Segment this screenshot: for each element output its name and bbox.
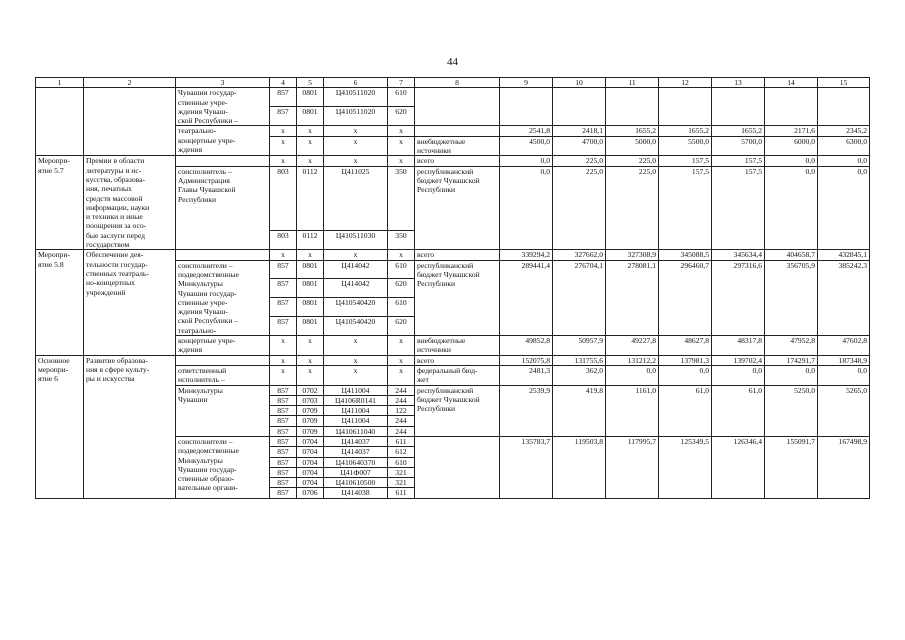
value-cell: 2481,3 xyxy=(500,365,553,385)
code-cell: 857 xyxy=(270,260,297,279)
code-cell: 0706 xyxy=(297,488,324,498)
code-cell: 857 xyxy=(270,436,297,446)
code-cell: Ц410511020 xyxy=(324,88,388,107)
header-cell: 4 xyxy=(270,78,297,88)
code-cell: Ц414042 xyxy=(324,260,388,279)
code-cell: x xyxy=(297,156,324,166)
value-cell xyxy=(553,88,606,126)
value-cell: 356705,9 xyxy=(765,260,818,335)
code-cell: Ц411025 xyxy=(324,166,388,231)
table-cell: республиканский бюджет Чувашской Республики xyxy=(415,166,500,250)
table-row xyxy=(36,88,870,107)
value-cell: 61,0 xyxy=(712,385,765,436)
value-cell: 47952,8 xyxy=(765,336,818,356)
value-cell: 126346,4 xyxy=(712,436,765,498)
code-cell: 857 xyxy=(270,395,297,405)
value-cell: 6000,0 xyxy=(765,136,818,156)
value-cell: 131755,6 xyxy=(553,355,606,365)
code-cell: 857 xyxy=(270,385,297,395)
table-cell: республиканский бюджет Чувашской Республики xyxy=(415,260,500,335)
table-cell: театрально- концертные учре- ждения xyxy=(176,126,270,156)
code-cell: Ц414038 xyxy=(324,488,388,498)
code-cell: Ц411004 xyxy=(324,416,388,426)
code-cell: 350 xyxy=(388,231,415,250)
table-cell: Обеспечение дея- тельности государ- ственных театраль- но-концертных учреждений xyxy=(84,250,176,355)
code-cell: x xyxy=(324,336,388,356)
table-cell: республиканский бюджет Чувашской Республики xyxy=(415,385,500,436)
value-cell: 119503,8 xyxy=(553,436,606,498)
code-cell: 857 xyxy=(270,447,297,457)
header-cell: 13 xyxy=(712,78,765,88)
value-cell: 296460,7 xyxy=(659,260,712,335)
code-cell: 612 xyxy=(388,447,415,457)
table-cell xyxy=(415,436,500,498)
value-cell: 5000,0 xyxy=(606,136,659,156)
code-cell: 857 xyxy=(270,467,297,477)
table-cell: внебюджетные источники xyxy=(415,136,500,156)
value-cell: 157,5 xyxy=(659,166,712,250)
value-cell: 2541,8 xyxy=(500,126,553,136)
code-cell: 620 xyxy=(388,317,415,336)
code-cell: x xyxy=(388,365,415,385)
value-cell: 345088,5 xyxy=(659,250,712,260)
code-cell: Ц411004 xyxy=(324,385,388,395)
code-cell: Ц411004 xyxy=(324,406,388,416)
header-cell: 6 xyxy=(324,78,388,88)
code-cell: Ц414037 xyxy=(324,447,388,457)
code-cell: x xyxy=(297,126,324,136)
code-cell: x xyxy=(270,156,297,166)
value-cell: 5500,0 xyxy=(659,136,712,156)
code-cell: 244 xyxy=(388,395,415,405)
value-cell xyxy=(818,88,870,126)
table-cell: соисполнители – подведомственные Минкультуры Чувашии государ- ственные образо- вательные органи- xyxy=(176,436,270,498)
value-cell: 174291,7 xyxy=(765,355,818,365)
value-cell: 157,5 xyxy=(712,156,765,166)
value-cell: 49227,8 xyxy=(606,336,659,356)
table-cell xyxy=(415,88,500,126)
value-cell: 0,0 xyxy=(818,365,870,385)
code-cell: x xyxy=(270,126,297,136)
code-cell: x xyxy=(270,336,297,356)
value-cell: 125349,5 xyxy=(659,436,712,498)
code-cell: 0704 xyxy=(297,447,324,457)
value-cell: 404658,7 xyxy=(765,250,818,260)
header-cell: 14 xyxy=(765,78,818,88)
code-cell: Ц414042 xyxy=(324,279,388,298)
header-cell: 3 xyxy=(176,78,270,88)
code-cell: 857 xyxy=(270,488,297,498)
value-cell: 0,0 xyxy=(818,166,870,250)
code-cell: 0704 xyxy=(297,467,324,477)
code-cell: Ц4106R0141 xyxy=(324,395,388,405)
code-cell: 0703 xyxy=(297,395,324,405)
table-cell xyxy=(176,156,270,166)
table-cell: Меропри- ятие 5.7 xyxy=(36,156,84,250)
code-cell: 610 xyxy=(388,88,415,107)
code-cell: 0801 xyxy=(297,107,324,126)
table-row xyxy=(36,355,870,365)
table-cell: соисполнитель – Администрация Главы Чувашской Республики xyxy=(176,166,270,250)
value-cell: 5250,0 xyxy=(765,385,818,436)
value-cell: 345634,4 xyxy=(712,250,765,260)
code-cell: 611 xyxy=(388,436,415,446)
table-cell: всего xyxy=(415,250,500,260)
value-cell: 327662,0 xyxy=(553,250,606,260)
code-cell: 611 xyxy=(388,488,415,498)
value-cell: 0,0 xyxy=(606,365,659,385)
code-cell: Ц410610500 xyxy=(324,478,388,488)
code-cell: x xyxy=(324,355,388,365)
code-cell: x xyxy=(388,126,415,136)
header-cell: 9 xyxy=(500,78,553,88)
value-cell: 1161,0 xyxy=(606,385,659,436)
table-cell: Минкультуры Чувашии xyxy=(176,385,270,436)
code-cell: 0112 xyxy=(297,231,324,250)
code-cell: Ц414037 xyxy=(324,436,388,446)
value-cell xyxy=(500,88,553,126)
table-cell: ответственный исполнитель – xyxy=(176,365,270,385)
code-cell: x xyxy=(388,336,415,356)
header-cell: 7 xyxy=(388,78,415,88)
header-cell: 5 xyxy=(297,78,324,88)
header-row xyxy=(36,78,870,88)
code-cell: x xyxy=(270,365,297,385)
table-cell xyxy=(176,250,270,260)
code-cell: x xyxy=(388,156,415,166)
header-cell: 10 xyxy=(553,78,606,88)
value-cell: 137981,3 xyxy=(659,355,712,365)
table-row xyxy=(36,156,870,166)
value-cell: 419,8 xyxy=(553,385,606,436)
table-cell: всего xyxy=(415,355,500,365)
value-cell: 155091,7 xyxy=(765,436,818,498)
code-cell: 0704 xyxy=(297,478,324,488)
table-cell xyxy=(415,126,500,136)
value-cell: 0,0 xyxy=(500,156,553,166)
value-cell: 187348,9 xyxy=(818,355,870,365)
value-cell: 4700,0 xyxy=(553,136,606,156)
code-cell: 857 xyxy=(270,416,297,426)
value-cell: 0,0 xyxy=(765,365,818,385)
table-cell: соисполнители – подведомственные Минкультуры Чувашии государ- ственные учре- ждения Чуваш- ской Республики – театрально- xyxy=(176,260,270,335)
code-cell: Ц410540420 xyxy=(324,317,388,336)
code-cell: 244 xyxy=(388,426,415,436)
table-cell: Развитие образова- ния в сфере культу- ры и искусства xyxy=(84,355,176,498)
header-cell: 1 xyxy=(36,78,84,88)
code-cell: 0801 xyxy=(297,298,324,317)
table-cell: Чувашии государ- ственные учре- ждения Чуваш- ской Республики – xyxy=(176,88,270,126)
value-cell: 297316,6 xyxy=(712,260,765,335)
value-cell: 0,0 xyxy=(765,166,818,250)
value-cell xyxy=(765,88,818,126)
value-cell: 2539,9 xyxy=(500,385,553,436)
code-cell: 0709 xyxy=(297,416,324,426)
value-cell: 1655,2 xyxy=(606,126,659,136)
code-cell: 610 xyxy=(388,457,415,467)
value-cell: 432845,1 xyxy=(818,250,870,260)
code-cell: 610 xyxy=(388,298,415,317)
code-cell: x xyxy=(324,126,388,136)
value-cell: 48317,8 xyxy=(712,336,765,356)
value-cell: 2171,6 xyxy=(765,126,818,136)
code-cell: Ц410511030 xyxy=(324,231,388,250)
header-cell: 11 xyxy=(606,78,659,88)
code-cell: 620 xyxy=(388,107,415,126)
code-cell: x xyxy=(324,365,388,385)
value-cell: 0,0 xyxy=(712,365,765,385)
table-cell xyxy=(36,88,84,156)
table-cell: концертные учре- ждения xyxy=(176,336,270,356)
code-cell: x xyxy=(324,250,388,260)
code-cell: 321 xyxy=(388,478,415,488)
code-cell: 321 xyxy=(388,467,415,477)
code-cell: 803 xyxy=(270,166,297,231)
code-cell: Ц41Ф007 xyxy=(324,467,388,477)
value-cell: 225,0 xyxy=(553,156,606,166)
table-cell xyxy=(84,88,176,156)
header-cell: 15 xyxy=(818,78,870,88)
table-row xyxy=(36,250,870,260)
value-cell xyxy=(606,88,659,126)
code-cell: x xyxy=(388,250,415,260)
code-cell: 0709 xyxy=(297,406,324,416)
code-cell: 244 xyxy=(388,385,415,395)
code-cell: 0709 xyxy=(297,426,324,436)
table-cell: внебюджетные источники xyxy=(415,336,500,356)
value-cell: 225,0 xyxy=(606,166,659,250)
code-cell: Ц410611040 xyxy=(324,426,388,436)
code-cell: 350 xyxy=(388,166,415,231)
code-cell: 0801 xyxy=(297,317,324,336)
code-cell: x xyxy=(297,136,324,156)
code-cell: Ц410640370 xyxy=(324,457,388,467)
code-cell: x xyxy=(324,136,388,156)
value-cell: 0,0 xyxy=(500,166,553,250)
value-cell: 157,5 xyxy=(659,156,712,166)
code-cell: 857 xyxy=(270,107,297,126)
code-cell: 610 xyxy=(388,260,415,279)
header-cell: 12 xyxy=(659,78,712,88)
value-cell: 47602,8 xyxy=(818,336,870,356)
value-cell xyxy=(659,88,712,126)
code-cell: 857 xyxy=(270,457,297,467)
code-cell: 0801 xyxy=(297,260,324,279)
value-cell: 2418,1 xyxy=(553,126,606,136)
value-cell: 225,0 xyxy=(606,156,659,166)
code-cell: x xyxy=(297,365,324,385)
value-cell: 4500,0 xyxy=(500,136,553,156)
code-cell: 857 xyxy=(270,426,297,436)
table-cell: всего xyxy=(415,156,500,166)
value-cell: 339294,2 xyxy=(500,250,553,260)
page-number: 44 xyxy=(447,56,458,68)
code-cell: 803 xyxy=(270,231,297,250)
table-cell: Основное меропри- ятие 6 xyxy=(36,355,84,498)
budget-table xyxy=(35,77,870,499)
code-cell: 0801 xyxy=(297,279,324,298)
code-cell: 857 xyxy=(270,88,297,107)
code-cell: 0702 xyxy=(297,385,324,395)
value-cell xyxy=(712,88,765,126)
value-cell: 48627,8 xyxy=(659,336,712,356)
code-cell: x xyxy=(324,156,388,166)
value-cell: 139702,4 xyxy=(712,355,765,365)
header-cell: 2 xyxy=(84,78,176,88)
value-cell: 131212,2 xyxy=(606,355,659,365)
code-cell: x xyxy=(270,250,297,260)
table-cell: федеральный бюд- жет xyxy=(415,365,500,385)
code-cell: Ц410540420 xyxy=(324,298,388,317)
code-cell: 244 xyxy=(388,416,415,426)
value-cell: 135783,7 xyxy=(500,436,553,498)
code-cell: 620 xyxy=(388,279,415,298)
code-cell: 122 xyxy=(388,406,415,416)
code-cell: 857 xyxy=(270,478,297,488)
code-cell: 0704 xyxy=(297,436,324,446)
code-cell: x xyxy=(388,355,415,365)
table-cell: Меропри- ятие 5.8 xyxy=(36,250,84,355)
code-cell: x xyxy=(270,136,297,156)
value-cell: 0,0 xyxy=(818,156,870,166)
value-cell: 276704,1 xyxy=(553,260,606,335)
value-cell: 5265,0 xyxy=(818,385,870,436)
value-cell: 117995,7 xyxy=(606,436,659,498)
table-cell xyxy=(176,355,270,365)
code-cell: x xyxy=(388,136,415,156)
code-cell: 857 xyxy=(270,317,297,336)
value-cell: 225,0 xyxy=(553,166,606,250)
code-cell: 0112 xyxy=(297,166,324,231)
value-cell: 1655,2 xyxy=(659,126,712,136)
code-cell: x xyxy=(297,250,324,260)
value-cell: 385242,3 xyxy=(818,260,870,335)
code-cell: 857 xyxy=(270,298,297,317)
code-cell: 0801 xyxy=(297,88,324,107)
value-cell: 61,0 xyxy=(659,385,712,436)
code-cell: x xyxy=(297,336,324,356)
code-cell: x xyxy=(270,355,297,365)
value-cell: 2345,2 xyxy=(818,126,870,136)
code-cell: Ц410511020 xyxy=(324,107,388,126)
value-cell: 362,0 xyxy=(553,365,606,385)
value-cell: 152075,8 xyxy=(500,355,553,365)
code-cell: 857 xyxy=(270,279,297,298)
value-cell: 289441,4 xyxy=(500,260,553,335)
value-cell: 0,0 xyxy=(765,156,818,166)
code-cell: 857 xyxy=(270,406,297,416)
value-cell: 0,0 xyxy=(659,365,712,385)
value-cell: 157,5 xyxy=(712,166,765,250)
value-cell: 50957,9 xyxy=(553,336,606,356)
value-cell: 278081,1 xyxy=(606,260,659,335)
code-cell: x xyxy=(297,355,324,365)
value-cell: 6300,0 xyxy=(818,136,870,156)
value-cell: 1655,2 xyxy=(712,126,765,136)
value-cell: 327308,9 xyxy=(606,250,659,260)
value-cell: 167498,9 xyxy=(818,436,870,498)
value-cell: 5700,0 xyxy=(712,136,765,156)
code-cell: 0704 xyxy=(297,457,324,467)
header-cell: 8 xyxy=(415,78,500,88)
value-cell: 49852,8 xyxy=(500,336,553,356)
table-cell: Премии в области литературы и ис- кусства, образова- ния, печатных средств массовой информации, науки и техники и иные поощрения за осо- бые заслуги перед государством xyxy=(84,156,176,250)
